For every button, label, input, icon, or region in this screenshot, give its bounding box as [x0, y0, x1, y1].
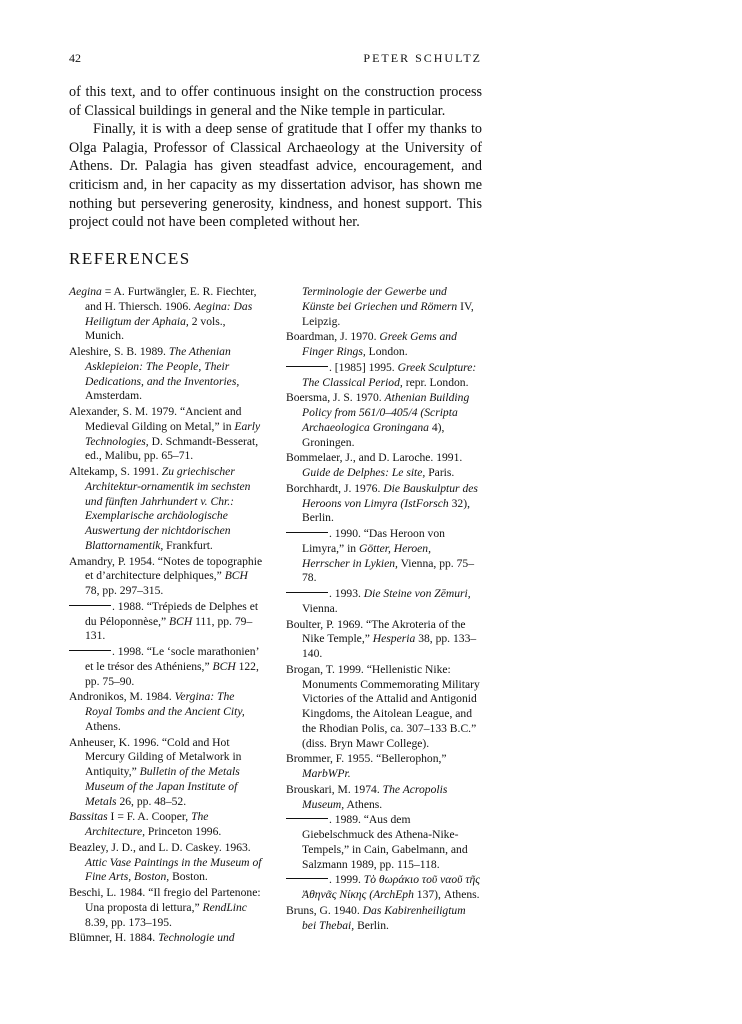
- reference-italic-text: BCH: [224, 569, 248, 583]
- reference-italic-text: Aegina: Das Heiligtum der Aphaia,: [85, 299, 253, 328]
- reference-text: Beschi, L. 1984. “Il fregio del Partenone: Una proposta di lettura,”: [69, 886, 261, 914]
- reference-entry: [286, 330, 480, 360]
- reference-text: . 1993.: [329, 587, 364, 600]
- reference-entry: [286, 813, 480, 872]
- reference-text: Boardman, J. 1970.: [286, 330, 380, 344]
- reference-text: Paris.: [425, 466, 455, 479]
- reference-text: Berlin.: [354, 918, 389, 932]
- reference-entry: [286, 663, 480, 752]
- ditto-dash: [286, 592, 328, 593]
- reference-italic-text: The Architecture,: [85, 810, 209, 838]
- reference-text: 122, pp. 75–90.: [85, 659, 259, 688]
- reference-text: Amsterdam.: [85, 389, 142, 403]
- reference-text: Amandry, P. 1954. “Notes de topographie et d’architecture delphiques,”: [69, 554, 263, 583]
- paragraph: Finally, it is with a deep sense of gratitude that I offer my thanks to Olga Palagia, Professor of Classical Archaeology at the University of Athens. Dr. Palagia has given steadfast advice, encouragement, and criticism and, in her capacity as my dissertation advisor, has shown me nothing but persevering generosity, kindness, and honest support. This project could not have been completed without her.: [69, 121, 482, 231]
- reference-text: Athens.: [85, 719, 121, 733]
- reference-italic-text: MarbWPr.: [302, 767, 351, 780]
- reference-entry: [69, 736, 263, 810]
- reference-entry: [69, 555, 263, 599]
- reference-italic-text: BCH: [212, 659, 236, 673]
- reference-italic-text: Zu griechischer Architektur-ornamentik im sechsten und fünften Jahrhundert v. Chr.: Exemplarische archäologische Auswertung der nichtdorischen Blattornamentik,: [85, 465, 251, 552]
- reference-italic-text: The Athenian Asklepieion: The People, Their Dedications, and the Inventories,: [85, 345, 240, 388]
- reference-text: repr. London.: [402, 375, 469, 389]
- reference-text: . 1989. “Aus dem Giebelschmuck des Athena-Nike-Tempels,” in Cain, Gabelmann, and Salzmann 1989, pp. 115–118.: [302, 813, 468, 871]
- paragraph: of this text, and to offer continuous insight on the construction process of Classical buildings in general and the Nike temple in particular.: [69, 84, 482, 119]
- reference-text: D. Schmandt-Besserat, ed., Malibu, pp. 65–71.: [85, 434, 259, 463]
- reference-italic-text: Bulletin of the Metals Museum of the Japan Institute of Metals: [85, 765, 240, 808]
- reference-text: Princeton 1996.: [144, 825, 222, 838]
- page-header: [69, 51, 482, 67]
- reference-text: 26, pp. 48–52.: [116, 794, 187, 808]
- reference-italic-text: Vergina: The Royal Tombs and the Ancient City,: [85, 690, 245, 718]
- reference-text: I = F. A. Cooper,: [107, 810, 192, 824]
- reference-entry: [69, 600, 263, 644]
- reference-italic-text: Greek Gems and Finger Rings,: [302, 330, 457, 358]
- reference-italic-text: Hesperia: [372, 632, 416, 646]
- reference-text: = A. Furtwängler, E. R. Fiechter, and H. Thiersch. 1906.: [85, 285, 257, 313]
- reference-text: 2 vols., Munich.: [85, 314, 226, 343]
- reference-text: Boulter, P. 1969. “The Akroteria of the Nike Temple,”: [286, 617, 466, 646]
- reference-text: Brommer, F. 1955. “Bellerophon,”: [286, 752, 447, 766]
- reference-text: Brogan, T. 1999. “Hellenistic Nike: Monuments Commemorating Military Victories of the Attalid and Antigonid Kingdoms, the Aitolean League, and the Rhodian Polis, ca. 307–133 B.C.” (diss. Bryn Mawr College).: [286, 662, 480, 750]
- reference-text: Aleshire, S. B. 1989.: [69, 345, 169, 358]
- reference-italic-text: Attic Vase Paintings in the Museum of Fine Arts, Boston,: [85, 855, 262, 884]
- ditto-dash: [286, 878, 328, 879]
- reference-text: Borchhardt, J. 1976.: [286, 481, 384, 495]
- ditto-dash: [69, 605, 111, 606]
- reference-entry: [286, 361, 480, 391]
- reference-entry: [286, 482, 480, 526]
- references-heading: REFERENCES: [69, 249, 191, 268]
- reference-entry: [286, 752, 480, 782]
- reference-text: 78, pp. 297–315.: [85, 584, 164, 597]
- reference-text: Bruns, G. 1940.: [286, 903, 363, 917]
- reference-text: . 1988. “Trépieds de Delphes et du Péloponnèse,”: [85, 599, 259, 628]
- ditto-dash: [286, 532, 328, 533]
- page-number: 42: [69, 51, 81, 65]
- references-left-column: [69, 285, 263, 947]
- reference-text: Boersma, J. S. 1970.: [286, 391, 385, 405]
- reference-text: Vienna.: [302, 601, 338, 615]
- reference-text: Alexander, S. M. 1979. “Ancient and Medieval Gilding on Metal,” in: [69, 405, 242, 433]
- reference-italic-text: Bassitas: [69, 810, 108, 824]
- body-text: [69, 83, 482, 232]
- reference-italic-text: RendLinc: [202, 900, 247, 914]
- reference-text: Altekamp, S. 1991.: [69, 465, 162, 478]
- reference-text: . 1999.: [329, 873, 364, 887]
- reference-entry: [69, 465, 263, 554]
- reference-text: . [1985] 1995.: [329, 360, 398, 374]
- reference-text: Andronikos, M. 1984.: [69, 690, 175, 704]
- reference-italic-text: Die Bauskulptur des Heroons von Limyra (IstForsch: [302, 481, 478, 510]
- reference-text: 32), Berlin.: [302, 496, 470, 525]
- reference-entry: [286, 618, 480, 662]
- reference-italic-text: BCH: [169, 614, 193, 628]
- reference-italic-text: Die Steine von Zēmuri,: [363, 587, 471, 600]
- reference-entry: [286, 873, 480, 903]
- reference-text: 38, pp. 133–140.: [302, 632, 477, 660]
- reference-italic-text: Terminologie der Gewerbe und Künste bei Griechen und Römern: [302, 285, 458, 313]
- reference-text: IV, Leipzig.: [302, 299, 474, 328]
- reference-entry: [69, 285, 263, 344]
- reference-text: . 1990. “Das Heroon von Limyra,” in: [302, 527, 445, 555]
- reference-text: Beazley, J. D., and L. D. Caskey. 1963.: [69, 840, 251, 854]
- reference-entry: [69, 405, 263, 464]
- reference-text: 8.39, pp. 173–195.: [85, 915, 172, 929]
- reference-text: 111, pp. 79–131.: [85, 614, 253, 643]
- reference-text: Bommelaer, J., and D. Laroche. 1991.: [286, 451, 463, 465]
- reference-text: Vienna, pp. 75–78.: [302, 556, 474, 585]
- reference-text: 4), Groningen.: [302, 420, 445, 449]
- reference-text: Blümner, H. 1884.: [69, 931, 159, 945]
- reference-entry: [286, 451, 480, 481]
- reference-entry: [69, 345, 263, 404]
- reference-italic-text: Greek Sculpture: The Classical Period,: [302, 360, 477, 389]
- reference-entry: [69, 810, 263, 840]
- reference-entry: [286, 527, 480, 586]
- ditto-dash: [286, 818, 328, 819]
- reference-italic-text: Das Kabirenheiligtum bei Thebai,: [302, 903, 466, 932]
- reference-text: 137), Athens.: [413, 888, 480, 901]
- reference-italic-text: Aegina: [69, 285, 102, 298]
- reference-entry: [69, 931, 263, 946]
- reference-entry: [286, 391, 480, 450]
- reference-entry: [69, 690, 263, 734]
- reference-italic-text: Technologie und: [158, 931, 235, 945]
- references-right-column: [286, 285, 480, 934]
- reference-text: Frankfurt.: [163, 538, 213, 552]
- reference-entry: [286, 904, 480, 934]
- reference-entry: [286, 587, 480, 617]
- reference-italic-text: The Acropolis Museum,: [302, 782, 448, 811]
- reference-italic-text: Athenian Building Policy from 561/0–405/4 (Scripta Archaeologica Groningana: [302, 391, 470, 434]
- ditto-dash: [286, 366, 328, 367]
- reference-text: Brouskari, M. 1974.: [286, 782, 383, 796]
- reference-entry: [286, 285, 480, 329]
- reference-entry: [69, 841, 263, 885]
- reference-text: London.: [365, 345, 408, 358]
- reference-text: Athens.: [344, 797, 383, 811]
- reference-text: . 1998. “Le ‘socle marathonien’ et le trésor des Athéniens,”: [85, 645, 259, 673]
- reference-entry: [69, 645, 263, 689]
- reference-text: Anheuser, K. 1996. “Cold and Hot Mercury Gilding of Metalwork in Antiquity,”: [69, 735, 242, 778]
- reference-italic-text: Götter, Heroen, Herrscher in Lykien,: [302, 541, 432, 570]
- reference-italic-text: Early Technologies,: [85, 419, 261, 448]
- reference-italic-text: Τὸ θωράκιο τοῦ ναοῦ τῆς Ἀθηνᾶς Νίκης (ArchEph: [302, 873, 480, 901]
- reference-entry: [286, 783, 480, 813]
- reference-entry: [69, 886, 263, 930]
- reference-text: Boston.: [169, 870, 208, 884]
- reference-italic-text: Guide de Delphes: Le site,: [302, 466, 426, 479]
- running-head: PETER SCHULTZ: [363, 51, 482, 65]
- ditto-dash: [69, 650, 111, 651]
